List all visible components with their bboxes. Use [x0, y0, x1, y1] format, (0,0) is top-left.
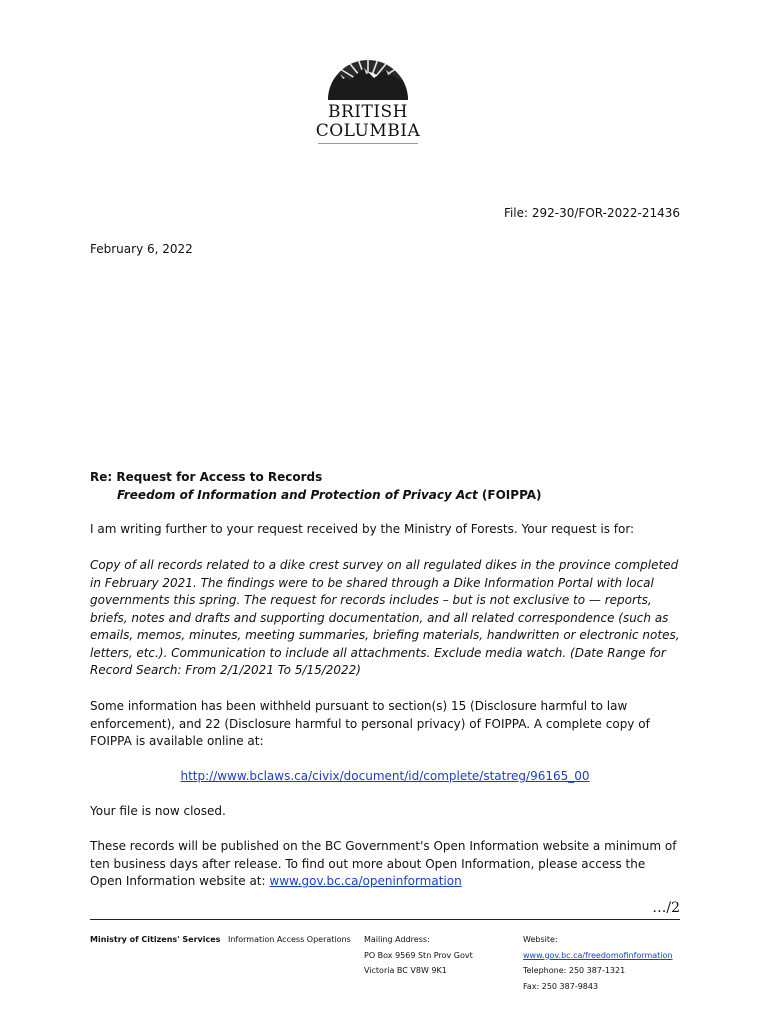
footer-divider	[90, 919, 680, 920]
subject-block	[90, 469, 542, 504]
subject-line: Re: Request for Access to Records	[90, 470, 323, 484]
footer-mailing-address	[364, 932, 473, 979]
logo-underline	[318, 143, 418, 144]
logo-line-2: COLUMBIA	[315, 121, 421, 141]
act-abbrev: (FOIPPA)	[477, 487, 542, 502]
letter-date: February 6, 2022	[90, 242, 193, 256]
mailing-line-2: Victoria BC V8W 9K1	[364, 966, 447, 975]
file-closed-note: Your file is now closed.	[90, 804, 226, 818]
act-name: Freedom of Information and Protection of Privacy Act	[117, 487, 478, 502]
intro-paragraph: I am writing further to your request received by the Ministry of Forests. Your request is for:	[90, 522, 635, 536]
page-continuation: …/2	[652, 900, 680, 916]
footer-contact	[523, 932, 673, 994]
logo-line-1: BRITISH	[327, 102, 409, 122]
fax: Fax: 250 387-9843	[523, 981, 599, 991]
footer-ministry: Ministry of Citizens' Services	[90, 935, 221, 944]
mailing-label: Mailing Address:	[364, 935, 430, 944]
bc-government-logo	[312, 44, 424, 148]
foippa-link-line	[90, 768, 680, 786]
open-information-link[interactable]: www.gov.bc.ca/openinformation	[269, 874, 462, 888]
website-label: Website:	[523, 935, 558, 944]
telephone: Telephone: 250 387-1321	[523, 966, 626, 975]
open-information-paragraph	[90, 838, 680, 891]
website-link[interactable]: www.gov.bc.ca/freedomofinformation	[523, 950, 673, 960]
request-description: Copy of all records related to a dike crest survey on all regulated dikes in the province completed in February 2021. The findings were to be shared through a Dike Information Portal with local governments this spring. The request for records includes – but is not exclusive to — reports, briefs, notes and drafts and supporting documentation, and all related correspondence (such as emails, memos, minutes, meeting summaries, briefing materials, handwritten or electronic notes, letters, etc.). Communication to include all attachments. Exclude media watch. (Date Range for Record Search: From 2/1/2021 To 5/15/2022)	[90, 558, 680, 677]
foippa-link[interactable]: http://www.bclaws.ca/civix/document/id/complete/statreg/96165_00	[180, 769, 590, 783]
file-reference: File: 292-30/FOR-2022-21436	[503, 206, 680, 220]
withheld-paragraph: Some information has been withheld pursuant to section(s) 15 (Disclosure harmful to law enforcement), and 22 (Disclosure harmful to personal privacy) of FOIPPA. A complete copy of FOIPPA is available online at:	[90, 699, 650, 748]
open-information-text: These records will be published on the BC Government's Open Information website a minimum of ten business days after release. To find out more about Open Information, please access the Open Information website at:	[90, 839, 677, 888]
act-line	[90, 487, 542, 505]
sun-mountains-icon	[312, 44, 424, 102]
mailing-line-1: PO Box 9569 Stn Prov Govt	[364, 950, 473, 960]
footer-branch: Information Access Operations	[228, 935, 351, 944]
